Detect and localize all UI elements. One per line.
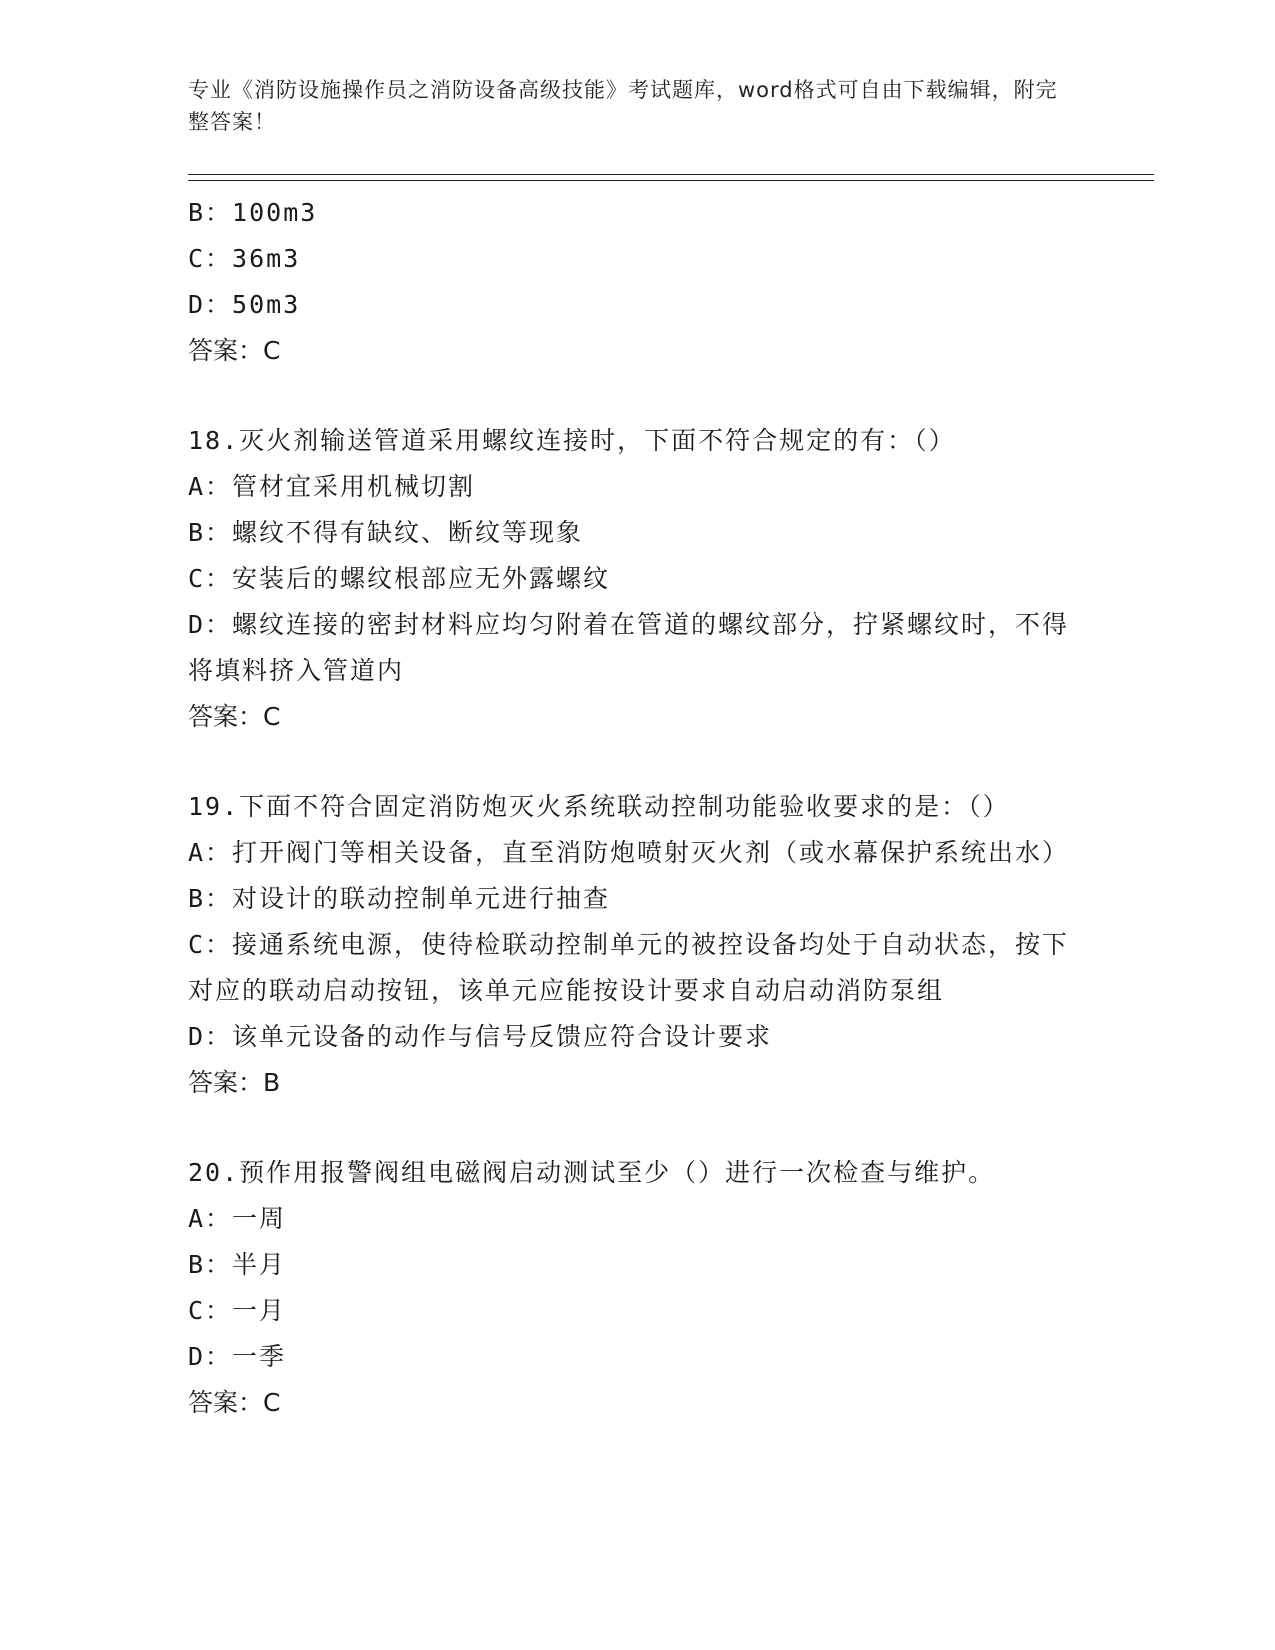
answer: 答案：C [188, 1388, 281, 1417]
question-stem: 18.灭火剂输送管道采用螺纹连接时，下面不符合规定的有：（） [188, 426, 956, 455]
question-list [188, 190, 1088, 1426]
question-stem: 20.预作用报警阀组电磁阀启动测试至少（）进行一次检查与维护。 [188, 1158, 996, 1187]
question-stem: 19.下面不符合固定消防炮灭火系统联动控制功能验收要求的是：（） [188, 792, 1010, 821]
question-18 [188, 418, 1088, 740]
option-c: C：一月 [188, 1296, 287, 1325]
header-rule-top [188, 174, 1154, 175]
question-17-continued [188, 190, 1088, 374]
option-b: B：半月 [188, 1250, 287, 1279]
option-c: C：36m3 [188, 244, 301, 273]
question-20 [188, 1150, 1088, 1426]
option-a: A：一周 [188, 1204, 287, 1233]
answer: 答案：C [188, 336, 281, 365]
option-b: B：螺纹不得有缺纹、断纹等现象 [188, 518, 584, 547]
option-c: C：接通系统电源，使待检联动控制单元的被控设备均处于自动状态，按下对应的联动启动按钮，该单元应能按设计要求自动启动消防泵组 [188, 930, 1070, 1005]
option-d: D：该单元设备的动作与信号反馈应符合设计要求 [188, 1022, 773, 1051]
option-a: A：管材宜采用机械切割 [188, 472, 476, 501]
answer: 答案：B [188, 1068, 281, 1097]
page-header: 专业《消防设施操作员之消防设备高级技能》考试题库，word格式可自由下载编辑，附完整答案！ [188, 78, 1058, 134]
option-d: D：一季 [188, 1342, 287, 1371]
question-19 [188, 784, 1088, 1106]
option-a: A：打开阀门等相关设备，直至消防炮喷射灭火剂（或水幕保护系统出水） [188, 838, 1070, 867]
option-d: D：螺纹连接的密封材料应均匀附着在管道的螺纹部分，拧紧螺纹时，不得将填料挤入管道内 [188, 610, 1070, 685]
option-b: B：对设计的联动控制单元进行抽查 [188, 884, 611, 913]
answer: 答案：C [188, 702, 281, 731]
option-d: D：50m3 [188, 290, 301, 319]
option-b: B：100m3 [188, 198, 318, 227]
header-rule-bottom [188, 180, 1154, 181]
option-c: C：安装后的螺纹根部应无外露螺纹 [188, 564, 611, 593]
